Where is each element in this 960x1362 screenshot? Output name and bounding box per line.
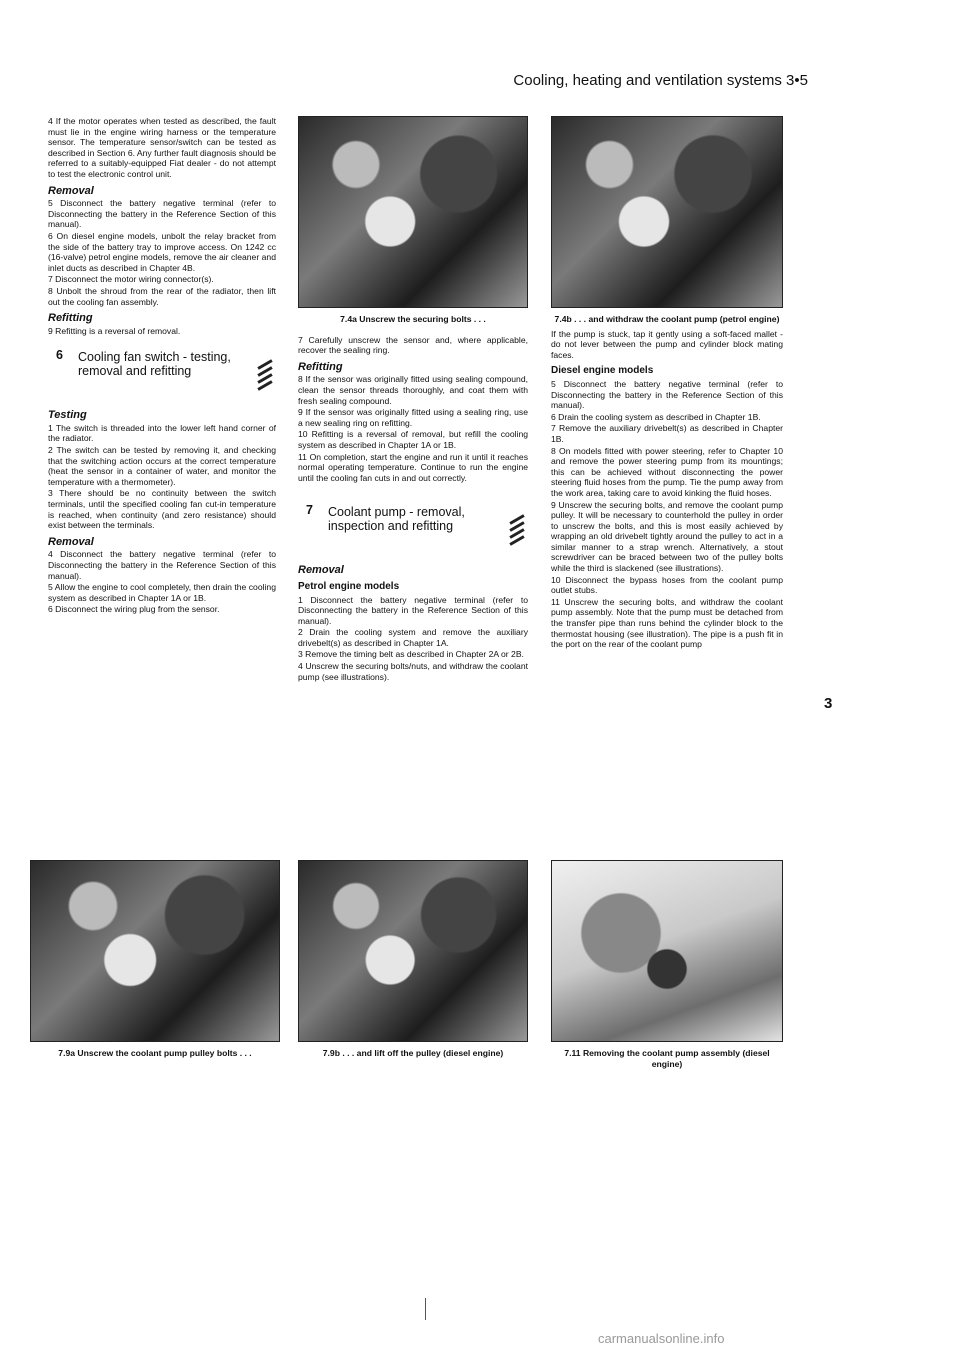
paragraph: If the pump is stuck, tap it gently using a soft-faced mallet - do not lever between the pump and cylinder block mating faces. [551, 328, 783, 360]
paragraph: 2 Drain the cooling system and remove the auxiliary drivebelt(s) as described in Chapter 1A. [298, 627, 528, 648]
caption: 7.4b . . . and withdraw the coolant pump (petrol engine) [554, 314, 780, 324]
subheading-removal: Removal [48, 184, 94, 197]
paragraph: 9 Unscrew the securing bolts, and remove the coolant pump pulley. It will be necessary to counterhold the pulley in order to unscrew the bolts, and this is most easily achieved by wrapping an old drivebelt tightly around the pulley to act in a similar manner to a strap wrench. Alternatively, a stout screwdriver can be braced between two of the pulley bolts while the third is slackened (see illustrations). [551, 499, 783, 574]
column-3 [551, 116, 783, 651]
subheading-testing: Testing [48, 409, 87, 422]
difficulty-spanner-icon [254, 350, 276, 400]
paragraph: 7 Disconnect the motor wiring connector(s). [48, 274, 214, 285]
section-6-heading [48, 350, 276, 400]
section-number: 6 [56, 348, 63, 363]
chapter-tab: 3 [824, 695, 833, 712]
photo-7-4b [551, 116, 783, 308]
figure-7-11 [551, 860, 783, 1069]
paragraph: 6 Drain the cooling system as described in Chapter 1B. [551, 411, 761, 422]
paragraph: 10 Refitting is a reversal of removal, but refill the cooling system as described in Chapter 1A or 1B. [298, 429, 528, 450]
paragraph: 8 If the sensor was originally fitted using sealing compound, clean the sensor threads thoroughly, and coat them with fresh sealing compound. [298, 374, 528, 406]
caption: 7.9a Unscrew the coolant pump pulley bolts . . . [58, 1048, 252, 1058]
text-cursor [425, 1298, 426, 1320]
subheading-removal: Removal [298, 564, 344, 577]
paragraph: 6 Disconnect the wiring plug from the sensor. [48, 604, 220, 615]
figure-7-9b [298, 860, 528, 1059]
paragraph: 9 If the sensor was originally fitted using a sealing ring, use a new sealing ring on refitting. [298, 407, 528, 428]
paragraph: 5 Allow the engine to cool completely, then drain the cooling system as described in Chapter 1A or 1B. [48, 582, 276, 603]
paragraph: 11 On completion, start the engine and run it until it reaches normal operating temperature. Continue to run the engine until the cooling fan cuts in and out correctly. [298, 451, 528, 483]
section-title: Coolant pump - removal, inspection and refitting [328, 505, 465, 534]
figure-7-9a [30, 860, 280, 1059]
subheading-diesel: Diesel engine models [551, 365, 654, 377]
caption: 7.11 Removing the coolant pump assembly (diesel engine) [564, 1048, 770, 1069]
subheading-refitting: Refitting [48, 312, 93, 325]
column-2 [298, 116, 528, 683]
paragraph: 8 On models fitted with power steering, refer to Chapter 10 and remove the power steering pump from its mountings; this can be achieved without disconnecting the power steering fluid hoses from the pump. Tie the pump away from the work area, taking care to avoid kinking the fluid hoses. [551, 445, 783, 498]
paragraph: 4 Unscrew the securing bolts/nuts, and withdraw the coolant pump (see illustrations). [298, 661, 528, 682]
section-7-heading [298, 505, 528, 555]
subheading-removal: Removal [48, 535, 94, 548]
photo-7-4a [298, 116, 528, 308]
section-number: 7 [306, 503, 313, 518]
difficulty-spanner-icon [506, 505, 528, 555]
watermark: carmanualsonline.info [598, 1331, 725, 1346]
paragraph: 10 Disconnect the bypass hoses from the coolant pump outlet stubs. [551, 574, 783, 596]
paragraph: 5 Disconnect the battery negative terminal (refer to Disconnecting the battery in the Reference Section of this manual). [48, 198, 276, 230]
paragraph: 7 Remove the auxiliary drivebelt(s) as described in Chapter 1B. [551, 423, 783, 444]
paragraph: 5 Disconnect the battery negative terminal (refer to Disconnecting the battery in the Reference Section of this manual). [551, 378, 783, 411]
photo-7-11 [551, 860, 783, 1042]
paragraph: 4 If the motor operates when tested as described, the fault must lie in the engine wiring harness or the temperature sensor. The temperature sensor/switch can be tested as described in Section 6. Any further fault diagnosis should be referred to a suitably-equipped Fiat dealer - do not attempt to test the electronic control unit. [48, 116, 276, 179]
column-1 [48, 116, 276, 616]
paragraph: 2 The switch can be tested by removing it, and checking that the switching action occurs at the correct temperature (heat the sensor in a container of water, and monitor the temperature with a thermometer). [48, 445, 276, 487]
paragraph: 6 On diesel engine models, unbolt the relay bracket from the side of the battery tray to improve access. On 1242 cc (16-valve) petrol engine models, remove the air cleaner and inlet ducts as described in Chapter 4B. [48, 230, 276, 273]
paragraph: 1 Disconnect the battery negative terminal (refer to Disconnecting the battery in the Reference Section of this manual). [298, 594, 528, 626]
paragraph: 8 Unbolt the shroud from the rear of the radiator, then lift out the cooling fan assembly. [48, 285, 276, 307]
paragraph: 3 There should be no continuity between the switch terminals, until the specified cooling fan cut-in temperature is reached, when continuity (and zero resistance) should exist between the terminals. [48, 488, 276, 531]
subheading-petrol: Petrol engine models [298, 580, 400, 592]
section-title: Cooling fan switch - testing, removal and refitting [78, 350, 231, 379]
paragraph: 1 The switch is threaded into the lower left hand corner of the radiator. [48, 422, 276, 444]
paragraph: 7 Carefully unscrew the sensor and, where applicable, recover the sealing ring. [298, 334, 528, 356]
paragraph: 9 Refitting is a reversal of removal. [48, 325, 181, 336]
photo-7-9b [298, 860, 528, 1042]
paragraph: 3 Remove the timing belt as described in Chapter 2A or 2B. [298, 649, 524, 660]
photo-7-9a [30, 860, 280, 1042]
paragraph: 11 Unscrew the securing bolts, and withdraw the coolant pump assembly. Note that the pump must be detached from the transfer pipe than runs behind the cylinder block to the thermostat housing (see illustration). The pipe is a push fit in the port on the rear of the coolant pump [551, 596, 783, 650]
page-header: Cooling, heating and ventilation systems 3•5 [513, 72, 808, 89]
caption: 7.4a Unscrew the securing bolts . . . [340, 314, 486, 324]
paragraph: 4 Disconnect the battery negative terminal (refer to Disconnecting the battery in the Reference Section of this manual). [48, 549, 276, 581]
subheading-refitting: Refitting [298, 360, 343, 373]
caption: 7.9b . . . and lift off the pulley (diesel engine) [322, 1048, 504, 1058]
